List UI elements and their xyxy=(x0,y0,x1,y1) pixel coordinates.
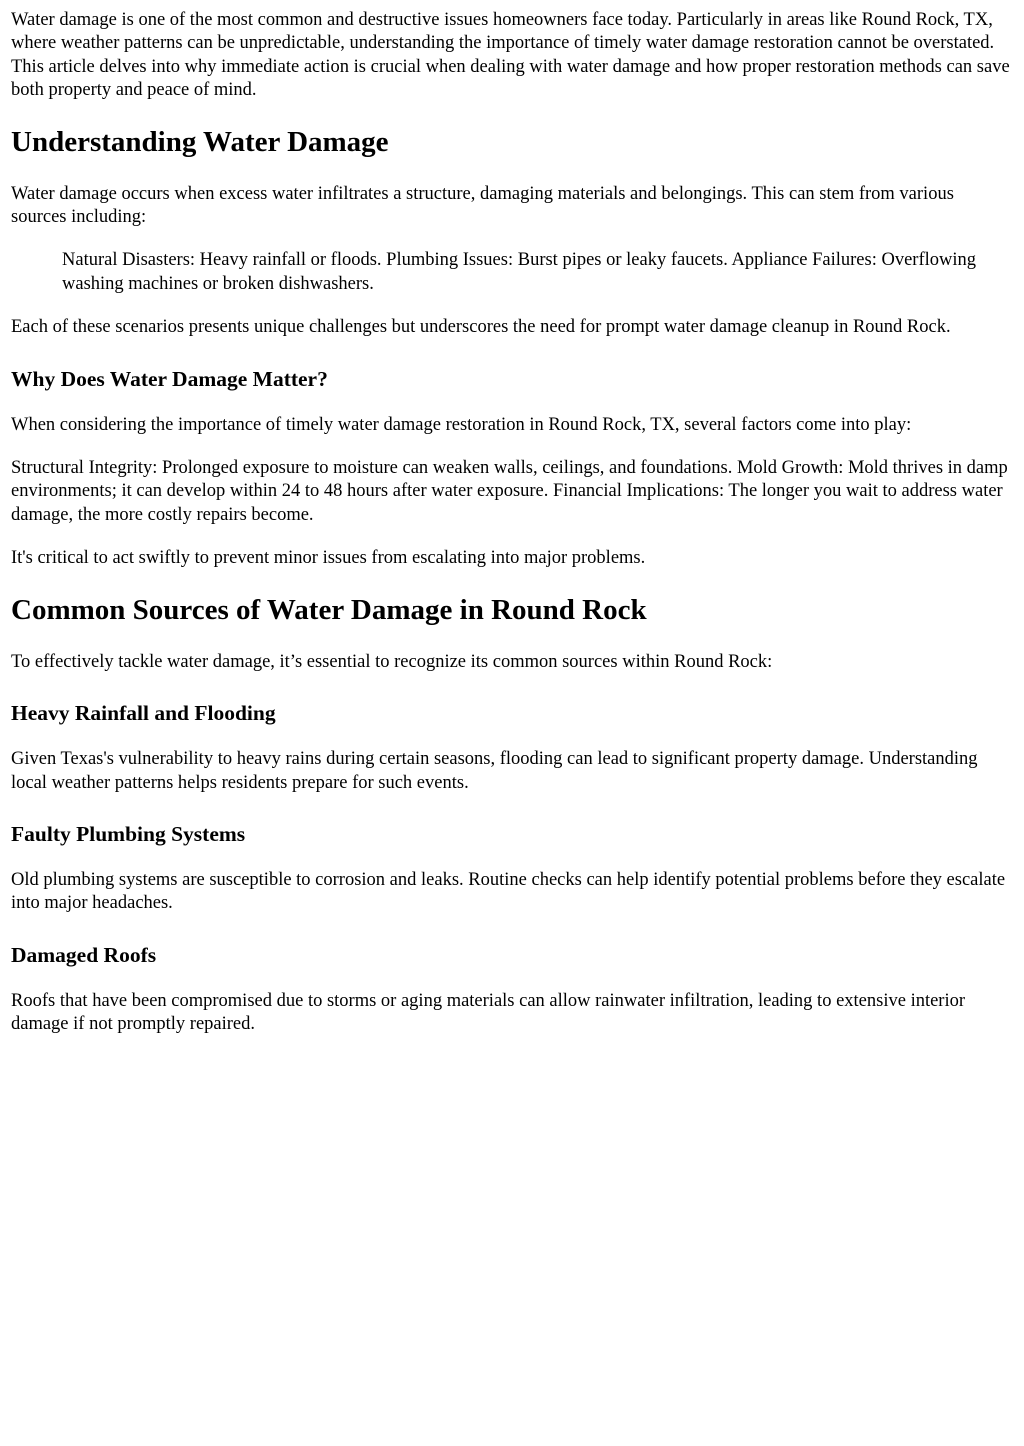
paragraph: When considering the importance of timely water damage restoration in Round Rock, TX, several factors come into play: xyxy=(11,414,912,435)
paragraph: To effectively tackle water damage, it’s essential to recognize its common sources within Round Rock: xyxy=(11,651,773,672)
intro-paragraph: Water damage is one of the most common and destructive issues homeowners face today. Particularly in areas like Round Rock, TX, where weather patterns can be unpredictable, understanding the importance of timely water damage restoration cannot be overstated. This article delves into why immediate action is crucial when dealing with water damage and how proper restoration methods can save both property and peace of mind. xyxy=(11,10,1010,101)
paragraph: Old plumbing systems are susceptible to corrosion and leaks. Routine checks can help identify potential problems before they escalate into major headaches. xyxy=(11,869,1006,914)
section-heading-common-sources: Common Sources of Water Damage in Round Rock xyxy=(11,593,647,626)
sources-blockquote: Natural Disasters: Heavy rainfall or floods. Plumbing Issues: Burst pipes or leaky faucets. Appliance Failures: Overflowing washing machines or broken dishwashers. xyxy=(62,250,977,294)
paragraph: It's critical to act swiftly to prevent minor issues from escalating into major problems. xyxy=(11,548,646,569)
paragraph: Roofs that have been compromised due to storms or aging materials can allow rainwater infiltration, leading to extensive interior damage if not promptly repaired. xyxy=(11,990,966,1035)
paragraph: Given Texas's vulnerability to heavy rains during certain seasons, flooding can lead to significant property damage. Understanding local weather patterns helps residents prepare for such events. xyxy=(11,749,978,793)
paragraph: Water damage occurs when excess water infiltrates a structure, damaging materials and belongings. This can stem from various sources including: xyxy=(11,183,954,228)
paragraph: Each of these scenarios presents unique challenges but underscores the need for prompt water damage cleanup in Round Rock. xyxy=(11,317,951,338)
subheading-heavy-rainfall: Heavy Rainfall and Flooding xyxy=(11,701,276,726)
subheading-damaged-roofs: Damaged Roofs xyxy=(11,942,157,967)
paragraph: Structural Integrity: Prolonged exposure to moisture can weaken walls, ceilings, and foundations. Mold Growth: Mold thrives in damp environments; it can develop within 24 to 48 hours after water exposure. Financial Implications: The longer you wait to address water damage, the more costly repairs become. xyxy=(11,458,1008,525)
subheading-faulty-plumbing: Faulty Plumbing Systems xyxy=(11,821,246,846)
subheading-why-matter: Why Does Water Damage Matter? xyxy=(11,366,328,391)
section-heading-understanding: Understanding Water Damage xyxy=(11,125,389,158)
